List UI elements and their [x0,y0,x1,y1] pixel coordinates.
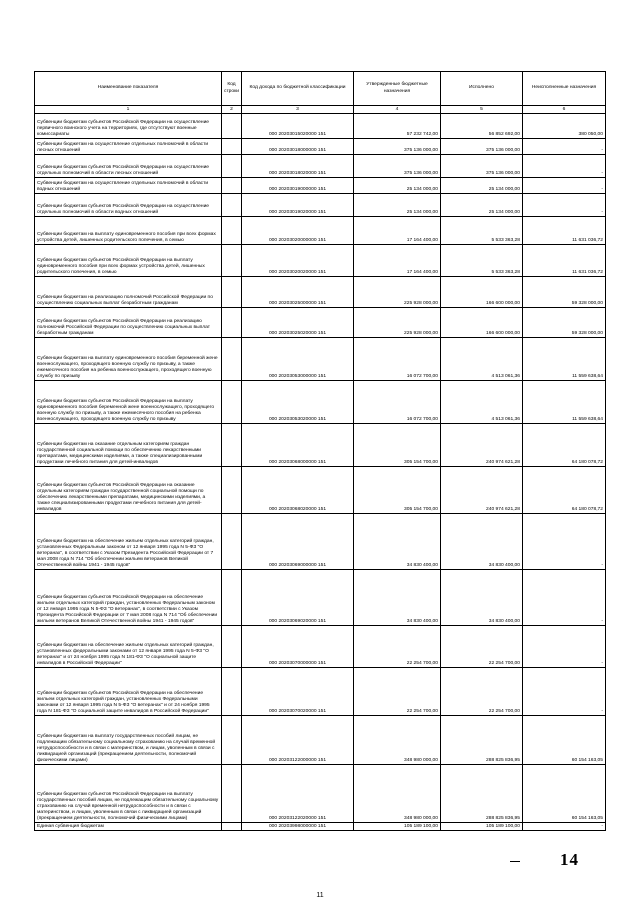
row-unexecuted: - [523,194,606,217]
row-line-code [222,570,242,626]
column-number: 4 [354,106,441,114]
row-unexecuted: - [523,626,606,668]
table-row [35,626,606,668]
row-approved: 305 154 700,00 [354,424,441,467]
row-unexecuted: - [523,514,606,570]
row-income-code: 000 20203070000000 151 [242,626,354,668]
row-unexecuted: - [523,668,606,716]
header-income-code: Код дохода по бюджетной классификации [242,72,354,106]
row-unexecuted: 11 631 036,72 [523,245,606,277]
row-executed: 56 852 692,00 [441,114,523,139]
row-name: Субвенции бюджетам на осуществление отдельных полномочий в области лесных отношений [35,139,222,155]
row-line-code [222,338,242,381]
row-name: Субвенции бюджетам на осуществление отдельных полномочий в области водных отношений [35,178,222,194]
row-executed: 105 189 100,00 [441,823,523,831]
row-approved: 225 928 000,00 [354,277,441,308]
row-income-code: 000 20203019020000 151 [242,194,354,217]
row-line-code [222,626,242,668]
row-executed: 375 136 000,00 [441,139,523,155]
row-unexecuted: 59 328 000,00 [523,308,606,338]
table-row [35,277,606,308]
row-income-code: 000 20203025000000 151 [242,277,354,308]
row-line-code [222,668,242,716]
table-row [35,668,606,716]
row-line-code [222,467,242,514]
row-name: Субвенции бюджетам субъектов Российской Федерации на осуществление отдельных полномочий в области лесных отношений [35,155,222,178]
row-executed: 22 254 700,00 [441,668,523,716]
row-income-code: 000 20203018020000 151 [242,155,354,178]
row-income-code: 000 20203020000000 151 [242,217,354,245]
row-name: Субвенции бюджетам субъектов Российской Федерации на обеспечение жильем отдельных категорий граждан, установленных Федеральным законом от 12 января 1995 года N 5-ФЗ "О ветеранах", в соответствии с Указом Президента Российской Федерации от 7 мая 2008 года N 714 "Об обеспечении жильем ветеранов Великой Отечественной войны 1941 - 1945 годов" [35,570,222,626]
row-income-code: 000 20203069020000 151 [242,570,354,626]
row-approved: 17 164 400,00 [354,217,441,245]
row-name: Единая субвенция бюджетам [35,823,222,831]
row-line-code [222,178,242,194]
row-name: Субвенции бюджетам субъектов Российской Федерации на осуществление отдельных полномочий в области водных отношений [35,194,222,217]
row-name: Субвенции бюджетам на выплату единовременного пособия при всех формах устройства детей, лишенных родительского попечения, в семью [35,217,222,245]
row-income-code: 000 20203019000000 151 [242,178,354,194]
row-executed: 166 600 000,00 [441,308,523,338]
table-row [35,570,606,626]
row-line-code [222,245,242,277]
row-unexecuted: 59 328 000,00 [523,277,606,308]
row-approved: 348 980 000,00 [354,716,441,765]
header-name: Наименование показателя [35,72,222,106]
row-line-code [222,277,242,308]
report-sheet [34,71,605,831]
row-income-code: 000 20203069000000 151 [242,514,354,570]
row-line-code [222,381,242,424]
table-row [35,765,606,823]
row-income-code: 000 20203018000000 151 [242,139,354,155]
row-name: Субвенции бюджетам на выплату единовременного пособия беременной жене военнослужащего, проходящего военную службу по призыву, а также ежемесячного пособия на ребенка военнослужащего, проходящего военную службу по призыву [35,338,222,381]
row-line-code [222,424,242,467]
row-income-code: 000 20203122020000 151 [242,765,354,823]
row-executed: 34 830 400,00 [441,570,523,626]
table-row [35,114,606,139]
row-line-code [222,716,242,765]
row-name: Субвенции бюджетам на оказание отдельным категориям граждан государственной социальной помощи по обеспечению лекарственными препаратами, медицинскими изделиями, а также специализированными продуктами лечебного питания для детей-инвалидов [35,424,222,467]
column-number: 1 [35,106,222,114]
table-row [35,467,606,514]
budget-execution-table [34,71,606,831]
row-approved: 57 232 742,00 [354,114,441,139]
row-approved: 34 830 400,00 [354,570,441,626]
row-unexecuted: 60 154 163,05 [523,716,606,765]
pen-mark [510,861,520,862]
row-income-code: 000 20203068000000 151 [242,424,354,467]
row-unexecuted: - [523,139,606,155]
row-unexecuted: - [523,178,606,194]
row-unexecuted: 64 180 078,72 [523,424,606,467]
row-income-code: 000 20203122000000 151 [242,716,354,765]
table-body [35,114,606,831]
column-number: 2 [222,106,242,114]
table-row [35,514,606,570]
header-approved: Утвержденные бюджетные назначения [354,72,441,106]
row-name: Субвенции бюджетам на обеспечение жильем отдельных категорий граждан, установленных федеральными законами от 12 января 1995 года N 5-ФЗ "О ветеранах" и от 24 ноября 1995 года N 181-ФЗ "О социальной защите инвалидов в Российской Федерации" [35,626,222,668]
table-header-row [35,72,606,106]
row-executed: 25 134 000,00 [441,178,523,194]
column-number: 3 [242,106,354,114]
row-executed: 34 830 400,00 [441,514,523,570]
row-income-code: 000 20203053020000 151 [242,381,354,424]
row-line-code [222,765,242,823]
header-executed: Исполнено [441,72,523,106]
row-unexecuted: - [523,823,606,831]
row-line-code [222,155,242,178]
row-approved: 16 072 700,00 [354,381,441,424]
row-executed: 240 974 621,28 [441,424,523,467]
table-row [35,381,606,424]
row-approved: 25 134 000,00 [354,178,441,194]
table-row [35,338,606,381]
row-executed: 5 533 363,28 [441,217,523,245]
row-approved: 22 254 700,00 [354,626,441,668]
row-executed: 5 533 363,28 [441,245,523,277]
row-income-code: 000 20203020020000 151 [242,245,354,277]
row-line-code [222,514,242,570]
table-row [35,155,606,178]
row-executed: 166 600 000,00 [441,277,523,308]
row-approved: 225 928 000,00 [354,308,441,338]
header-line-code: Код строки [222,72,242,106]
table-row [35,139,606,155]
row-unexecuted: 64 180 078,72 [523,467,606,514]
row-executed: 240 974 621,28 [441,467,523,514]
table-row [35,424,606,467]
row-unexecuted: 60 154 163,05 [523,765,606,823]
row-approved: 375 136 000,00 [354,155,441,178]
row-unexecuted: 11 559 638,64 [523,381,606,424]
row-income-code: 000 20203025020000 151 [242,308,354,338]
row-line-code [222,114,242,139]
row-executed: 4 513 061,36 [441,381,523,424]
row-executed: 288 825 836,95 [441,716,523,765]
row-line-code [222,194,242,217]
row-name: Субвенции бюджетам на обеспечение жильем отдельных категорий граждан, установленных Федеральным законом от 12 января 1995 года N 5-ФЗ "О ветеранах", в соответствии с Указом Президента Российской Федерации от 7 мая 2008 года N 714 "Об обеспечении жильем ветеранов Великой Отечественной войны 1941 - 1945 годов" [35,514,222,570]
row-name: Субвенции бюджетам субъектов Российской Федерации на осуществление первичного воинского учета на территориях, где отсутствуют военные комиссариаты [35,114,222,139]
table-row [35,245,606,277]
row-name: Субвенции бюджетам субъектов Российской Федерации на оказание отдельным категориям граждан государственной социальной помощи по обеспечению лекарственными препаратами, медицинскими изделиями, а также специализированными продуктами лечебного питания для детей-инвалидов [35,467,222,514]
row-approved: 25 134 000,00 [354,194,441,217]
row-executed: 22 254 700,00 [441,626,523,668]
row-approved: 22 254 700,00 [354,668,441,716]
row-approved: 375 136 000,00 [354,139,441,155]
table-row [35,716,606,765]
row-name: Субвенции бюджетам субъектов Российской Федерации на выплату единовременного пособия беременной жене военнослужащего, проходящего военную службу по призыву, а также ежемесячного пособия на ребенка военнослужащего, проходящего военную службу по призыву [35,381,222,424]
row-line-code [222,823,242,831]
row-unexecuted: 11 631 036,72 [523,217,606,245]
column-number-row [35,106,606,114]
row-approved: 17 164 400,00 [354,245,441,277]
row-income-code: 000 20203053000000 151 [242,338,354,381]
row-executed: 288 825 836,95 [441,765,523,823]
row-unexecuted: 11 559 638,64 [523,338,606,381]
table-row [35,308,606,338]
row-approved: 16 072 700,00 [354,338,441,381]
table-row [35,217,606,245]
column-number: 6 [523,106,606,114]
header-unexecuted: Неисполненные назначения [523,72,606,106]
table-row [35,178,606,194]
column-number: 5 [441,106,523,114]
row-name: Субвенции бюджетам субъектов Российской Федерации на обеспечение жильем отдельных категорий граждан, установленных Федеральными законами от 12 января 1995 года N 5-ФЗ "О ветеранах" и от 24 ноября 1995 года N 181-ФЗ "О социальной защите инвалидов в Российской Федерации" [35,668,222,716]
row-executed: 375 136 000,00 [441,155,523,178]
table-row [35,194,606,217]
row-unexecuted: - [523,570,606,626]
row-approved: 105 189 100,00 [354,823,441,831]
row-approved: 34 830 400,00 [354,514,441,570]
row-name: Субвенции бюджетам субъектов Российской Федерации на выплату государственных пособий лицам, не подлежащим обязательному социальному страхованию на случай временной нетрудоспособности и в связи с материнством, и лицам, уволенным в связи с ликвидацией организаций (прекращением деятельности, полномочий физическими лицами) [35,765,222,823]
row-name: Субвенции бюджетам на выплату государственных пособий лицам, не подлежащим обязательному социальному страхованию на случай временной нетрудоспособности и в связи с материнством, и лицам, уволенным в связи с ликвидацией организаций (прекращением деятельности, полномочий физическими лицами) [35,716,222,765]
row-income-code: 000 20203068020000 151 [242,467,354,514]
row-name: Субвенции бюджетам субъектов Российской Федерации на выплату единовременного пособия при всех формах устройства детей, лишенных родительского попечения, в семью [35,245,222,277]
row-income-code: 000 20203998000000 151 [242,823,354,831]
row-unexecuted: 380 050,00 [523,114,606,139]
row-approved: 348 980 000,00 [354,765,441,823]
row-executed: 4 513 061,36 [441,338,523,381]
page-number: 11 [316,892,324,899]
row-unexecuted: - [523,155,606,178]
table-row [35,823,606,831]
row-income-code: 000 20203015020000 151 [242,114,354,139]
row-line-code [222,139,242,155]
row-name: Субвенции бюджетам на реализацию полномочий Российской Федерации по осуществлению социальных выплат безработным гражданам [35,277,222,308]
row-line-code [222,217,242,245]
row-approved: 305 154 700,00 [354,467,441,514]
row-line-code [222,308,242,338]
row-name: Субвенции бюджетам субъектов Российской Федерации на реализацию полномочий Российской Федерации по осуществлению социальных выплат безработным гражданам [35,308,222,338]
row-income-code: 000 20203070020000 151 [242,668,354,716]
row-executed: 25 134 000,00 [441,194,523,217]
handwritten-page-stamp: 14 [560,850,579,869]
